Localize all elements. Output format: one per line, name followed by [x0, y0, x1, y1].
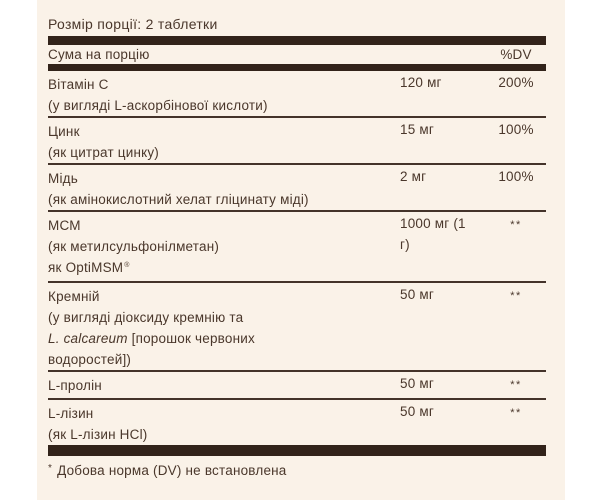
- nutrient-row: [48, 118, 546, 165]
- subtext-segment: (як метилсульфонілметан): [48, 239, 220, 254]
- percent-dv-header: %DV: [500, 47, 532, 62]
- supplement-facts-panel: [37, 0, 565, 500]
- nutrient-name: Кремній: [48, 289, 100, 304]
- nutrient-row: [48, 400, 546, 445]
- nutrient-subtext: [48, 424, 400, 445]
- nutrient-name: Вітамін С: [48, 77, 109, 92]
- nutrient-dv: 200%: [498, 75, 534, 90]
- subtext-segment: (у вигляді L-аскорбінової кислоти): [48, 98, 268, 113]
- nutrient-subtext: [48, 307, 400, 328]
- nutrient-name-cell: [48, 375, 400, 398]
- amount-per-serving-header: Сума на порцію: [48, 47, 150, 62]
- nutrient-row: [48, 283, 546, 372]
- nutrient-subtext: [48, 349, 400, 370]
- nutrient-amount: 120 мг: [400, 75, 442, 90]
- subtext-segment: як OptiMSM: [48, 260, 124, 275]
- nutrient-dv: **: [510, 219, 522, 231]
- nutrient-row: [48, 212, 546, 283]
- nutrient-subtext: [48, 236, 400, 257]
- nutrient-name-cell: [48, 74, 400, 116]
- serving-size-label: Розмір порції: 2 таблетки: [48, 16, 218, 32]
- nutrient-subtext: [48, 257, 400, 281]
- nutrient-name: L-пролін: [48, 378, 102, 393]
- nutrient-name: Цинк: [48, 124, 80, 139]
- nutrient-subtext: [48, 189, 400, 210]
- registered-mark: ®: [124, 262, 130, 269]
- nutrient-row: [48, 165, 546, 212]
- divider-bar-header: [48, 64, 546, 71]
- nutrient-name-cell: [48, 121, 400, 163]
- subtext-segment: (у вигляді діоксиду кремнію та: [48, 310, 244, 325]
- divider-bar-top: [48, 36, 546, 45]
- nutrient-dv: 100%: [498, 122, 534, 137]
- footnote: [48, 463, 546, 481]
- nutrient-name: МСМ: [48, 218, 81, 233]
- nutrient-dv: **: [510, 290, 522, 302]
- nutrient-name-cell: [48, 168, 400, 210]
- nutrient-name: Мідь: [48, 171, 78, 186]
- nutrient-name-cell: [48, 403, 400, 445]
- nutrient-amount: 15 мг: [400, 122, 434, 137]
- footnote-text: Добова норма (DV) не встановлена: [57, 463, 287, 478]
- nutrient-amount: 50 мг: [400, 376, 434, 391]
- supplement-facts-content: [48, 0, 546, 481]
- subtext-segment: (як L-лізин HCl): [48, 427, 148, 442]
- subtext-segment: (як цитрат цинку): [48, 145, 160, 160]
- nutrient-subtext: [48, 142, 400, 163]
- nutrient-name-cell: [48, 286, 400, 370]
- subtext-segment: [порошок червоних: [127, 331, 255, 346]
- nutrient-rows: [48, 71, 546, 445]
- nutrient-amount: 50 мг: [400, 287, 434, 302]
- nutrient-row: [48, 372, 546, 400]
- nutrient-subtext: [48, 95, 400, 116]
- footnote-asterisk: *: [48, 463, 53, 474]
- nutrient-amount: 50 мг: [400, 404, 434, 419]
- divider-bar-bottom: [48, 445, 546, 456]
- nutrient-dv: 100%: [498, 169, 534, 184]
- nutrient-name: L-лізин: [48, 406, 94, 421]
- subtext-segment: (як амінокислотний хелат гліцинату міді): [48, 192, 309, 207]
- nutrient-dv: **: [510, 407, 522, 419]
- nutrient-dv: **: [510, 379, 522, 391]
- nutrient-subtext: [48, 328, 400, 349]
- nutrient-name-cell: [48, 215, 400, 281]
- nutrient-row: [48, 71, 546, 118]
- table-header: [48, 45, 546, 64]
- header-spacer: [400, 47, 476, 63]
- subtext-segment: L. calcareum: [48, 331, 128, 346]
- nutrient-amount: 2 мг: [400, 169, 427, 184]
- nutrient-amount: 1000 мг (1 г): [400, 216, 466, 252]
- subtext-segment: водоростей]): [48, 352, 132, 367]
